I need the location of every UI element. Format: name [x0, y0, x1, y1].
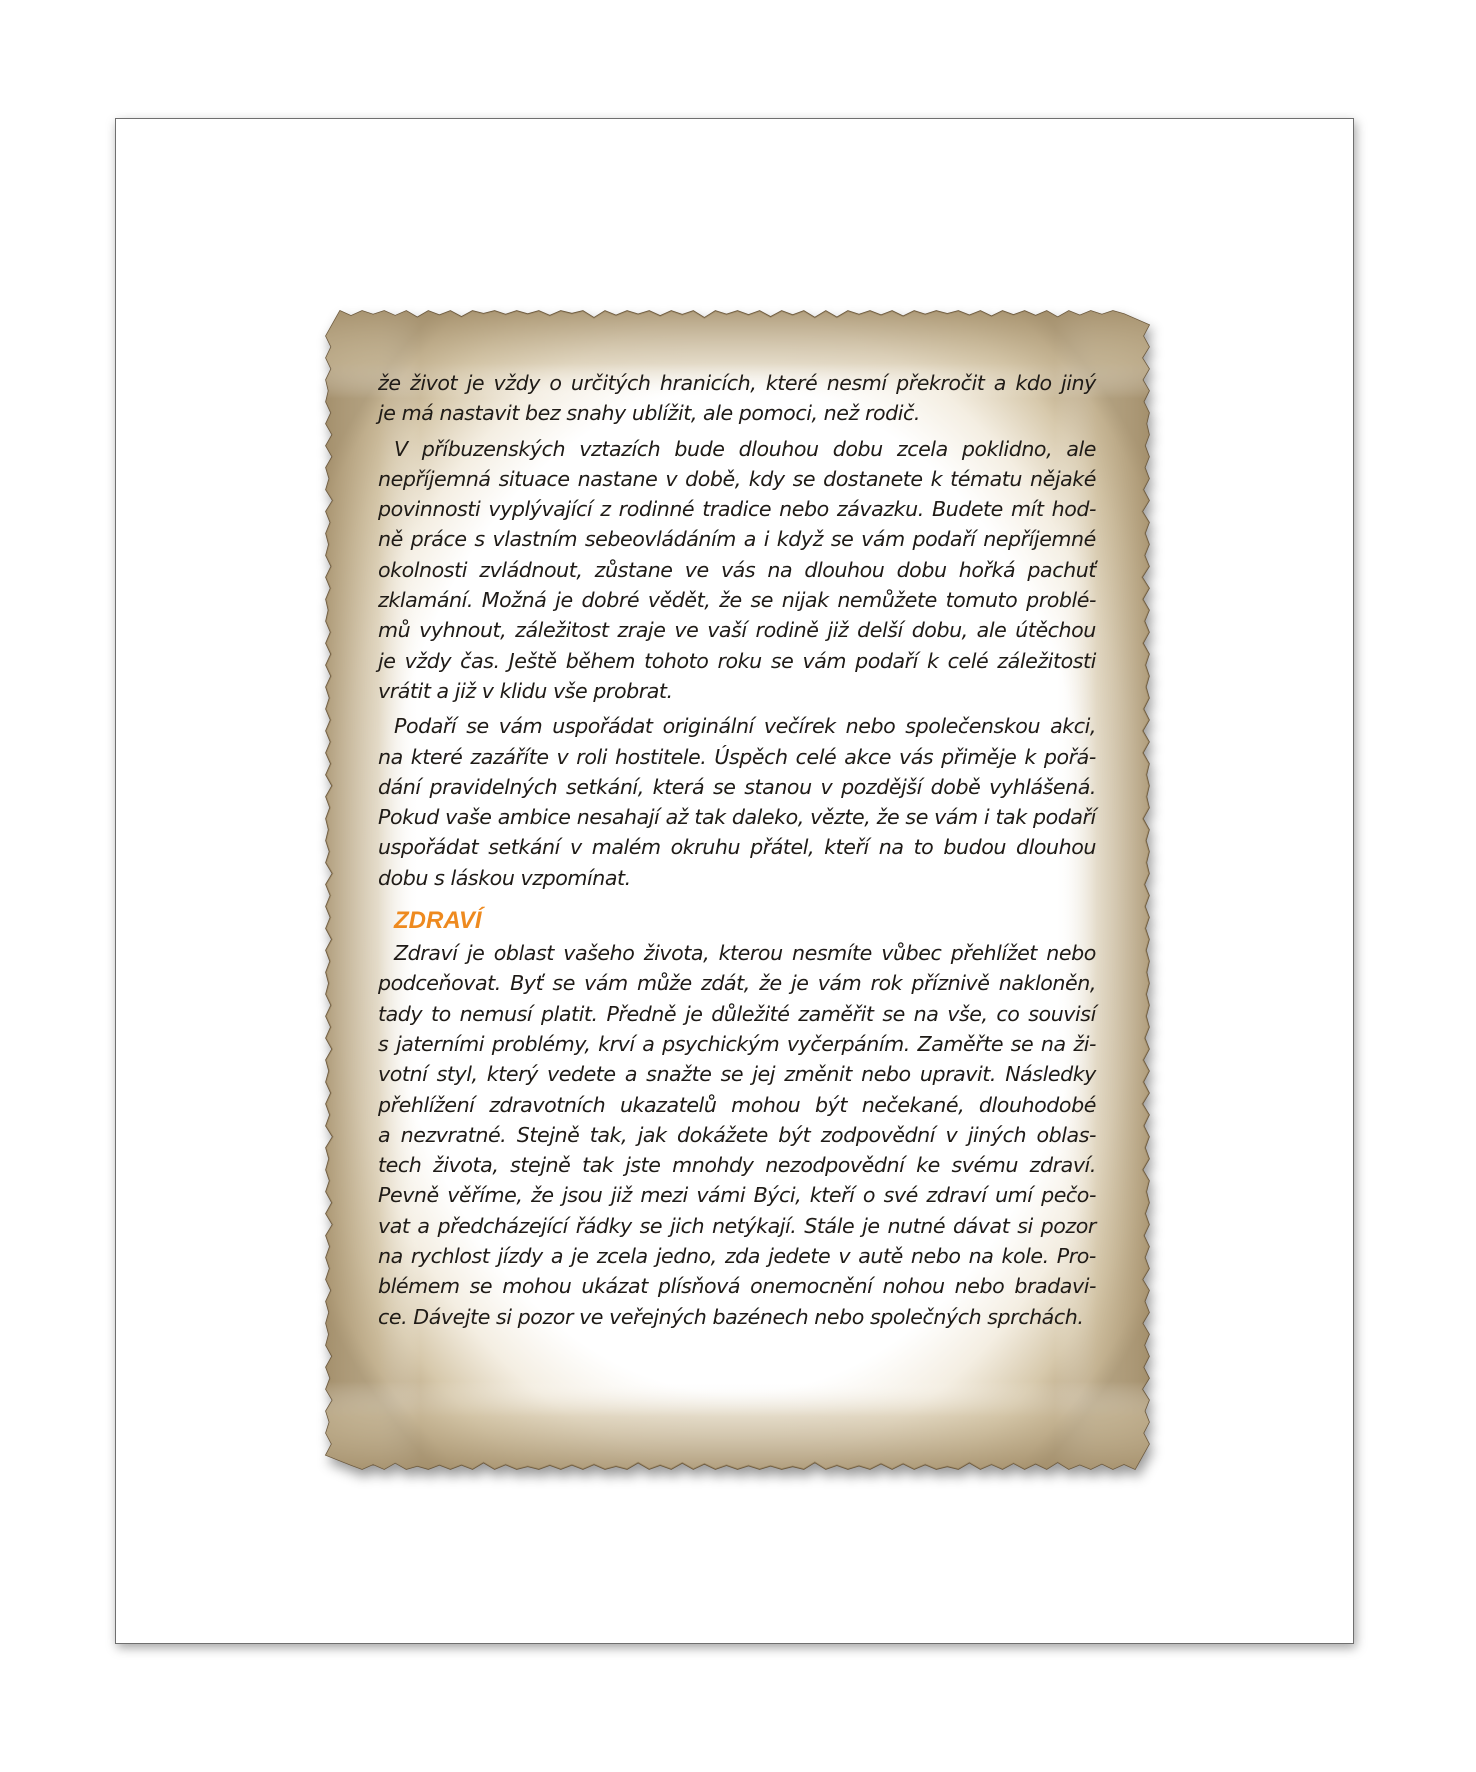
- text-line: Pokud vaše ambice nesahají až tak daleko, vězte, že se vám i tak podaří: [378, 805, 1096, 830]
- text-line: okolnosti zvládnout, zůstane ve vás na dlouhou dobu hořká pachuť: [378, 557, 1096, 582]
- text-line: tady to nemusí platit. Předně je důležité zaměřit se na vše, co souvisí: [378, 1001, 1096, 1026]
- section-heading: ZDRAVÍ: [394, 907, 482, 935]
- text-line: uspořádat setkání v malém okruhu přátel, kteří na to budou dlouhou: [378, 835, 1096, 860]
- text-line: Podaří se vám uspořádat originální večírek nebo společenskou akci,: [394, 714, 1096, 739]
- text-line: přehlížení zdravotních ukazatelů mohou být nečekané, dlouhodobé: [378, 1092, 1096, 1117]
- text-line: Zdraví je oblast vašeho života, kterou nesmíte vůbec přehlížet nebo: [394, 941, 1096, 966]
- text-line: ně práce s vlastním sebeovládáním a i když se vám podaří nepříjemné: [378, 527, 1096, 552]
- text-line: dobu s láskou vzpomínat.: [378, 865, 631, 890]
- text-line: votní styl, který vedete a snažte se jej změnit nebo upravit. Následky: [378, 1062, 1096, 1087]
- text-line: podceňovat. Byť se vám může zdát, že je vám rok příznivě nakloněn,: [378, 971, 1096, 996]
- text-line: že život je vždy o určitých hranicích, které nesmí překročit a kdo jiný: [378, 371, 1096, 395]
- aged-paper-card: [320, 305, 1155, 1475]
- section-paragraph: [378, 938, 1096, 1332]
- text-line: Pevně věříme, že jsou již mezi vámi Býci, kteří o své zdraví umí pečo-: [378, 1183, 1096, 1208]
- text-line: vat a předcházející řádky se jich netýkají. Stále je nutné dávat si pozor: [378, 1213, 1096, 1238]
- paragraph: [378, 711, 1096, 893]
- text-line: tech života, stejně tak jste mnohdy nezodpovědní ke svému zdraví.: [378, 1153, 1096, 1178]
- text-line: a nezvratné. Stejně tak, jak dokážete být zodpovědní v jiných oblas-: [378, 1122, 1096, 1147]
- paragraph: [378, 434, 1096, 707]
- text-line: s jaterními problémy, krví a psychickým vyčerpáním. Zaměřte se na ži-: [378, 1031, 1096, 1056]
- text-line: zklamání. Možná je dobré vědět, že se nijak nemůžete tomuto problé-: [378, 588, 1096, 613]
- text-column: [378, 368, 1096, 1332]
- text-line: je má nastavit bez snahy ublížit, ale pomoci, než rodič.: [378, 401, 920, 426]
- text-line: nepříjemná situace nastane v době, kdy se dostanete k tématu nějaké: [378, 466, 1096, 491]
- text-line: je vždy čas. Ještě během tohoto roku se vám podaří k celé záležitosti: [378, 648, 1096, 673]
- text-line: na které zazáříte v roli hostitele. Úspěch celé akce vás přiměje k pořá-: [378, 744, 1096, 769]
- text-line: dání pravidelných setkání, která se stanou v pozdější době vyhlášená.: [378, 774, 1096, 799]
- text-line: povinnosti vyplývající z rodinné tradice nebo závazku. Budete mít hod-: [378, 497, 1096, 522]
- paragraph: [378, 368, 1096, 429]
- text-line: V příbuzenských vztazích bude dlouhou dobu zcela poklidno, ale: [394, 436, 1096, 461]
- text-line: mů vyhnout, záležitost zraje ve vaší rodině již delší dobu, ale útěchou: [378, 618, 1096, 643]
- text-line: ce. Dávejte si pozor ve veřejných bazénech nebo společných sprchách.: [378, 1304, 1084, 1329]
- body-paragraphs: [378, 368, 1096, 893]
- text-line: blémem se mohou ukázat plísňová onemocnění nohou nebo bradavi-: [378, 1274, 1096, 1299]
- text-line: vrátit a již v klidu vše probrat.: [378, 678, 673, 703]
- text-line: na rychlost jízdy a je zcela jedno, zda jedete v autě nebo na kole. Pro-: [378, 1244, 1096, 1269]
